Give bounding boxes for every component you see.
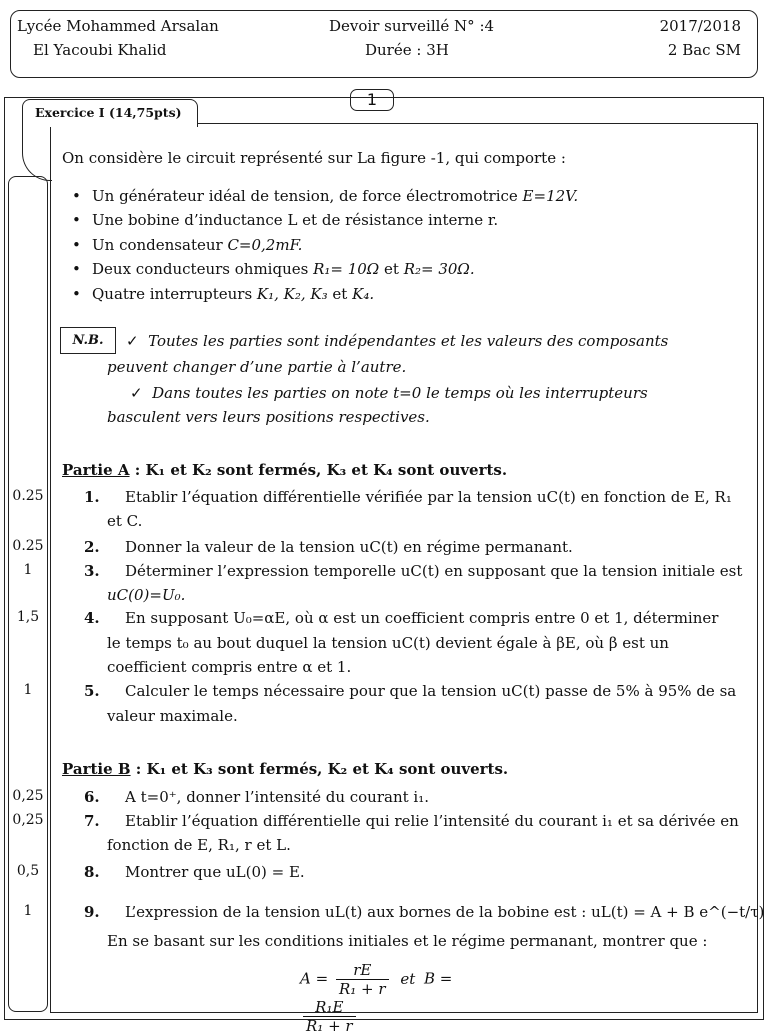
score-q1: 0.25	[12, 488, 44, 504]
fraction-a: $\frac{rE}{\text{R₁ + r}}$	[336, 961, 389, 998]
q3-text: Déterminer l’expression temporelle uC(t) en supposant que la tension initiale est	[125, 562, 743, 580]
school-name: Lycée Mohammed Arsalan	[17, 17, 219, 35]
q5-number: 5.	[84, 682, 100, 700]
q9-number: 9.	[84, 903, 100, 921]
list-item: • Deux conducteurs ohmiques R₁= 10Ω et R₂= 30Ω.	[72, 260, 475, 278]
nb-note-2-cont: basculent vers leurs positions respectives.	[107, 408, 430, 426]
q3-number: 3.	[84, 562, 100, 580]
bullet-icon: •	[72, 236, 81, 254]
bullet-icon: •	[72, 260, 81, 278]
q7-text-cont: fonction de E, R₁, r et L.	[107, 836, 291, 854]
score-column	[8, 176, 48, 1012]
class-name: 2 Bac SM	[667, 41, 741, 59]
q5-text: Calculer le temps nécessaire pour que la tension uC(t) passe de 5% à 95% de sa	[125, 682, 737, 700]
q1-text: Etablir l’équation différentielle vérifiée par la tension uC(t) en fonction de E, R₁	[125, 488, 732, 506]
score-q8: 0,5	[16, 863, 40, 879]
exercise-tab: Exercice I (14,75pts)	[22, 99, 198, 127]
score-q4: 1,5	[16, 609, 40, 625]
exam-duration: Durée : 3H	[365, 41, 449, 59]
score-q3: 1	[23, 562, 33, 578]
exam-title: Devoir surveillé N° :4	[329, 17, 495, 35]
check-icon: ✓	[126, 332, 139, 350]
score-q5: 1	[23, 682, 33, 698]
q4-text-cont2: coefficient compris entre α et 1.	[107, 658, 352, 676]
bullet-icon: •	[72, 187, 81, 205]
check-icon: ✓	[130, 384, 143, 402]
nb-note-1: ✓ Toutes les parties sont indépendantes et les valeurs des composants	[126, 332, 669, 350]
score-q6: 0,25	[12, 788, 44, 804]
page-number: 1	[350, 89, 394, 111]
bullet-icon: •	[72, 285, 81, 303]
intro-text: On considère le circuit représenté sur La figure -1, qui comporte :	[62, 149, 566, 167]
bullet-icon: •	[72, 211, 81, 229]
part-b-heading: Partie B : K₁ et K₃ sont fermés, K₂ et K₄ sont ouverts.	[62, 760, 509, 778]
q2-text: Donner la valeur de la tension uC(t) en régime permanant.	[125, 538, 573, 556]
q9-text: L’expression de la tension uL(t) aux bornes de la bobine est : uL(t) = A + B e^(−t/τ)	[125, 903, 765, 921]
q5-text-cont: valeur maximale.	[107, 707, 238, 725]
part-a-heading: Partie A : K₁ et K₂ sont fermés, K₃ et K₄ sont ouverts.	[62, 461, 508, 479]
fraction-b: $\frac{\text{R₁E}}{\text{R₁ + r}}$	[303, 998, 356, 1035]
score-q7: 0,25	[12, 812, 44, 828]
list-item: • Une bobine d’inductance L et de résistance interne r.	[72, 211, 499, 229]
list-item: • Un condensateur C=0,2mF.	[72, 236, 303, 254]
q2-number: 2.	[84, 538, 100, 556]
score-q2: 0.25	[12, 538, 44, 554]
q1-number: 1.	[84, 488, 100, 506]
nb-note-1-cont: peuvent changer d’une partie à l’autre.	[107, 358, 407, 376]
nb-note-2: ✓ Dans toutes les parties on note t=0 le temps où les interrupteurs	[130, 384, 648, 402]
q9-text-cont: En se basant sur les conditions initiales et le régime permanant, montrer que :	[107, 932, 708, 950]
q8-text: Montrer que uL(0) = E.	[125, 863, 305, 881]
q4-text-cont: le temps t₀ au bout duquel la tension uC(t) devient égale à βE, où β est un	[107, 634, 669, 652]
result-formula: A = $\frac{rE}{\text{R₁ + r}}$ et B = $\frac{\text{R₁E}}{\text{R₁ + r}}$	[300, 961, 453, 1035]
nb-label: N.B.	[60, 327, 116, 354]
q6-text: A t=0⁺, donner l’intensité du courant i₁.	[125, 788, 429, 806]
q1-text-cont: et C.	[107, 512, 143, 530]
score-q9: 1	[23, 903, 33, 919]
q3-text-cont: uC(0)=U₀.	[107, 586, 186, 604]
q6-number: 6.	[84, 788, 100, 806]
q7-number: 7.	[84, 812, 100, 830]
exam-header	[10, 10, 758, 78]
q7-text: Etablir l’équation différentielle qui relie l’intensité du courant i₁ et sa dérivée en	[125, 812, 739, 830]
list-item: • Quatre interrupteurs K₁, K₂, K₃ et K₄.	[72, 285, 375, 303]
q4-number: 4.	[84, 609, 100, 627]
teacher-name: El Yacoubi Khalid	[33, 41, 167, 59]
q8-number: 8.	[84, 863, 100, 881]
school-year: 2017/2018	[659, 17, 741, 35]
list-item: • Un générateur idéal de tension, de force électromotrice E=12V.	[72, 187, 579, 205]
q4-text: En supposant U₀=αE, où α est un coefficient compris entre 0 et 1, déterminer	[125, 609, 719, 627]
